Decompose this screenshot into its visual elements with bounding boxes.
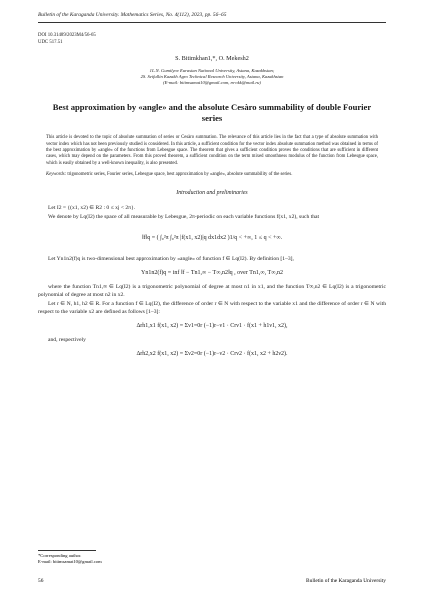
section-title: Introduction and preliminaries (176, 190, 248, 197)
footnote-email: E-mail: bitimsamat10@gmail.com (38, 559, 102, 564)
footer-journal: Bulletin of the Karaganda University (306, 578, 386, 584)
affiliation-2: 2S. Seifullin Kazakh Agro Technical Research University, Astana, Kazakhstan (140, 74, 284, 80)
header-rule (38, 22, 386, 23)
keywords-label: Keywords: (46, 171, 67, 177)
abstract: This article is devoted to the topic of absolute summation of series or Cesàro summation. The relevance of this article lies in the fact that a type of absolute summation with vector index which has not been previously studied is considered. In this article, a sufficient condition for the vector index absolute summation method was obtained in terms of the best approximation by «angle» of the functions from Lebesgue space. The theorem that gives a sufficient condition proves the conditions that are sufficient in different cases, which may depend on the parameters. From this proved theorem, a sufficient condition on the term mixed smoothness modulus of the function from Lebesgue space, which is easily obtained by a well-known inequality, is also presented. (46, 135, 378, 166)
equation-best-approximation: Yn1n2(f)q = inf ‖f − Tn1,∞ − T∞,n2‖q , over Tn1,∞, T∞,n2 (140, 270, 283, 277)
udc: UDC 517.51 (38, 40, 63, 46)
paper-title: Best approximation by «angle» and the absolute Cesàro summability of double Fourier series (52, 102, 372, 123)
paragraph-5: Let r ∈ N, h1, h2 ∈ R. For a function f ∈ Lq(I2), the difference of order r ∈ N with respect to the variable x1 and the difference of order r ∈ N with respect to the variable x2 are defined as follows [1–3]: (38, 301, 386, 316)
doi: DOI 10.31489/2023M4/56-65 (38, 33, 96, 38)
page-number: 56 (38, 578, 44, 584)
paragraph-1: Let I2 = {(x1, x2) ∈ R2 : 0 ≤ xj < 2π}. (48, 205, 136, 212)
paragraph-4: where the function Tn1,∞ ∈ Lq(I2) is a trigonometric polynomial of degree at most n1 in x1, and the function T∞,n2 ∈ Lq(I2) is a trigonometric polynomial of degree at most n2 in x2. (38, 284, 386, 299)
equation-difference-x2: Δrh2,x2 f(x1, x2) = Σν2=0r (−1)r−ν2 · Crν2 · f(x1, x2 + h2ν2). (136, 351, 288, 358)
keywords-text: trigonometric series, Fourier series, Lebesgue space, best approximation by «angle», absolute summability of the series. (67, 171, 293, 177)
keywords (46, 172, 378, 178)
authors: S. Bitimkhan1,*, O. Mekesh2 (175, 54, 249, 62)
paragraph-6: and, respectively (48, 337, 86, 344)
affiliation-email: (E-mail: bitimsamat10@gmail.com, m-okk@mail.ru) (163, 80, 261, 86)
footnote (38, 553, 102, 565)
affiliations (38, 68, 386, 87)
body-text (38, 204, 386, 358)
equation-norm: ‖f‖q = ( ∫₀²π ∫₀²π |f(x1, x2)|q dx1dx2 )1/q < +∞, 1 ≤ q < +∞. (141, 235, 283, 242)
paragraph-2: We denote by Lq(I2) the space of all measurable by Lebesgue, 2π-periodic on each variable functions f(x1, x2), such that (48, 214, 320, 221)
footnote-rule (38, 550, 96, 551)
running-head: Bulletin of the Karaganda University. Mathematics Series, No. 4(112), 2023, pp. 56–65 (38, 12, 227, 18)
paragraph-3: Let Yn1n2(f)q is two-dimensional best approximation by «angle» of function f ∈ Lq(I2). By definition [1–3], (48, 256, 294, 263)
affiliation-1: 1L.N. Gumilyov Eurasian National University, Astana, Kazakhstan; (149, 67, 275, 73)
equation-difference-x1: Δrh1,x1 f(x1, x2) = Σν1=0r (−1)r−ν1 · Crν1 · f(x1 + h1ν1, x2), (136, 323, 288, 330)
footnote-corresponding: *Corresponding author. (38, 553, 82, 558)
